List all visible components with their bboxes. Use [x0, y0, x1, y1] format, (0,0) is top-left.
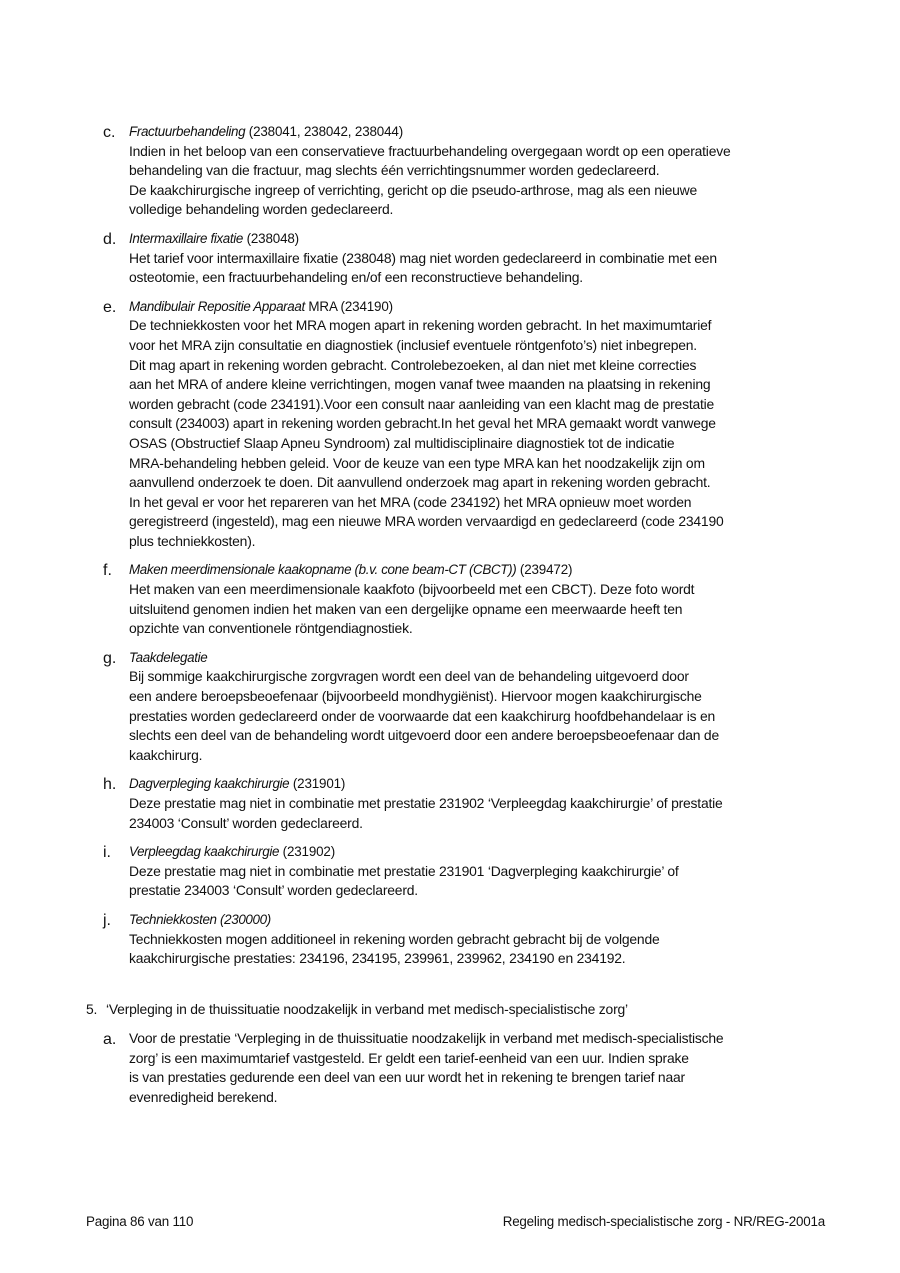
- item-marker: c.: [103, 124, 116, 141]
- body-line: 234003 ‘Consult’ worden gedeclareerd.: [129, 814, 363, 831]
- list-item-c: [103, 122, 823, 220]
- item-body: [129, 667, 823, 765]
- body-line: Het tarief voor intermaxillaire fixatie (238048) mag niet worden gedeclareerd in combinatie met een: [129, 249, 717, 266]
- section-number: 5.: [86, 1001, 98, 1017]
- body-line: prestaties worden gedeclareerd onder de voorwaarde dat een kaakchirurg hoofdbehandelaar is en: [129, 707, 716, 724]
- item-heading: [129, 774, 823, 794]
- item-heading: [129, 648, 823, 668]
- body-line: Indien in het beloop van een conservatieve fractuurbehandeling overgegaan wordt op een operatieve: [129, 142, 731, 159]
- body-line: plus techniekkosten).: [129, 532, 256, 549]
- item-body: [129, 142, 823, 220]
- item-heading: [129, 122, 823, 142]
- item-heading: [129, 229, 823, 249]
- section-5: [86, 999, 826, 1107]
- item-title: Intermaxillaire fixatie: [129, 230, 243, 246]
- item-title: Verpleegdag kaakchirurgie: [129, 844, 280, 860]
- item-title: Maken meerdimensionale kaakopname (b.v. cone beam-CT (CBCT)): [129, 562, 517, 578]
- body-line: In het geval er voor het repareren van het MRA (code 234192) het MRA opnieuw moet worden: [129, 493, 692, 510]
- body-line: kaakchirurgische prestaties: 234196, 234195, 239961, 239962, 234190 en 234192.: [129, 950, 626, 967]
- body-line: OSAS (Obstructief Slaap Apneu Syndroom) zal multidisciplinaire diagnostiek tot de indicatie: [129, 434, 675, 451]
- body-line: uitsluitend genomen indien het maken van een dergelijke opname een meerwaarde heeft ten: [129, 600, 683, 617]
- item-marker: e.: [103, 298, 117, 316]
- item-marker: g.: [103, 649, 117, 667]
- section-heading: [86, 999, 826, 1019]
- item-heading: [129, 297, 823, 317]
- item-body: [129, 316, 823, 551]
- item-codes: (238048): [243, 230, 299, 246]
- item-marker: j.: [103, 911, 111, 929]
- body-line: Deze prestatie mag niet in combinatie met prestatie 231901 ‘Dagverpleging kaakchirurgie’ of: [129, 862, 679, 879]
- body-line: is van prestaties gedurende een deel van een uur wordt het in rekening te brengen tarief naar: [129, 1069, 685, 1086]
- list-item-d: [103, 229, 823, 288]
- list-item-g: [103, 648, 823, 766]
- body-line: kaakchirurg.: [129, 746, 203, 763]
- item-codes: MRA (234190): [304, 298, 393, 314]
- body-line: MRA-behandeling hebben geleid. Voor de keuze van een type MRA kan het noodzakelijk zijn om: [129, 454, 705, 471]
- item-body: [129, 794, 823, 833]
- item-heading: [129, 560, 823, 580]
- sublist-items: [103, 122, 823, 978]
- item-marker: f.: [103, 562, 112, 580]
- item-title: Dagverpleging kaakchirurgie: [129, 776, 290, 792]
- body-line: Voor de prestatie ‘Verpleging in de thuissituatie noodzakelijk in verband met medisch-specialistische: [129, 1030, 724, 1046]
- list-item-h: [103, 774, 823, 833]
- item-heading: [129, 842, 823, 862]
- list-item-e: [103, 297, 823, 552]
- item-body: [129, 862, 823, 901]
- body-line: De techniekkosten voor het MRA mogen apart in rekening worden gebracht. In het maximumtarief: [129, 317, 712, 334]
- body-line: worden gebracht (code 234191).Voor een consult naar aanleiding van een klacht mag de prestatie: [129, 395, 715, 412]
- item-body: [129, 930, 823, 969]
- body-line: Dit mag apart in rekening worden gebracht. Controlebezoeken, al dan niet met kleine correcties: [129, 356, 697, 373]
- body-line: behandeling van die fractuur, mag slechts één verrichtingsnummer worden gedeclareerd.: [129, 162, 660, 179]
- item-title: Techniekkosten (230000): [129, 911, 271, 927]
- item-marker: a.: [103, 1031, 117, 1048]
- item-title: Mandibulair Repositie Apparaat: [129, 298, 305, 314]
- document-title: Regeling medisch-specialistische zorg - NR/REG-2001a: [502, 1214, 825, 1229]
- item-title: Taakdelegatie: [129, 649, 208, 665]
- list-item-f: [103, 560, 823, 638]
- item-marker: h.: [103, 776, 117, 794]
- item-heading: [129, 910, 823, 930]
- list-item-a: [103, 1029, 829, 1107]
- item-body: [129, 249, 823, 288]
- body-line: een andere beroepsbeoefenaar (bijvoorbeeld mondhygiënist). Hiervoor mogen kaakchirurgische: [129, 688, 702, 705]
- body-line: Deze prestatie mag niet in combinatie met prestatie 231902 ‘Verpleegdag kaakchirurgie’ of prestatie: [129, 795, 723, 811]
- list-item-j: [103, 910, 823, 969]
- item-marker: d.: [103, 230, 117, 248]
- body-line: consult (234003) apart in rekening worden gebracht.In het geval het MRA gemaakt wordt vanwege: [129, 415, 716, 432]
- item-body: [129, 580, 823, 639]
- body-line: osteotomie, een fractuurbehandeling en/of een reconstructieve behandeling.: [129, 269, 583, 286]
- body-line: Techniekkosten mogen additioneel in rekening worden gebracht gebracht bij de volgende: [129, 930, 660, 947]
- body-line: Het maken van een meerdimensionale kaakfoto (bijvoorbeeld met een CBCT). Deze foto wordt: [129, 581, 695, 598]
- body-line: prestatie 234003 ‘Consult’ worden gedeclareerd.: [129, 882, 418, 899]
- item-codes: (238041, 238042, 238044): [245, 124, 404, 139]
- body-line: De kaakchirurgische ingreep of verrichting, gericht op die pseudo-arthrose, mag als een nieuwe: [129, 181, 698, 198]
- body-line: opzichte van conventionele röntgendiagnostiek.: [129, 620, 413, 637]
- body-line: volledige behandeling worden gedeclareerd.: [129, 201, 394, 218]
- page-footer: [86, 1214, 825, 1229]
- item-codes: (231902): [279, 844, 336, 860]
- list-item-i: [103, 842, 823, 901]
- body-line: evenredigheid berekend.: [129, 1088, 278, 1105]
- item-title: Fractuurbehandeling: [129, 124, 246, 139]
- body-line: Bij sommige kaakchirurgische zorgvragen wordt een deel van de behandeling uitgevoerd door: [129, 668, 689, 685]
- item-body: [129, 1029, 829, 1107]
- body-line: aanvullend onderzoek te doen. Dit aanvullend onderzoek mag apart in rekening worden gebracht.: [129, 474, 711, 491]
- item-codes: (239472): [516, 562, 573, 578]
- page-number: Pagina 86 van 110: [86, 1214, 194, 1229]
- body-line: zorg’ is een maximumtarief vastgesteld. Er geldt een tarief-eenheid van een uur. Indien sprake: [129, 1049, 689, 1066]
- section-title: ‘Verpleging in de thuissituatie noodzakelijk in verband met medisch-specialistische zorg’: [106, 1001, 628, 1017]
- body-line: geregistreerd (ingesteld), mag een nieuwe MRA worden vervaardigd en gedeclareerd (code 234190: [129, 513, 724, 530]
- item-marker: i.: [103, 844, 111, 862]
- body-line: aan het MRA of andere kleine verrichtingen, mogen vanaf twee maanden na plaatsing in rekening: [129, 376, 711, 393]
- body-line: slechts een deel van de behandeling wordt uitgevoerd door een andere beroepsbeoefenaar dan de: [129, 727, 719, 744]
- item-codes: (231901): [289, 776, 346, 792]
- body-line: voor het MRA zijn consultatie en diagnostiek (inclusief eventuele röntgenfoto’s) niet inbegrepen.: [129, 336, 697, 353]
